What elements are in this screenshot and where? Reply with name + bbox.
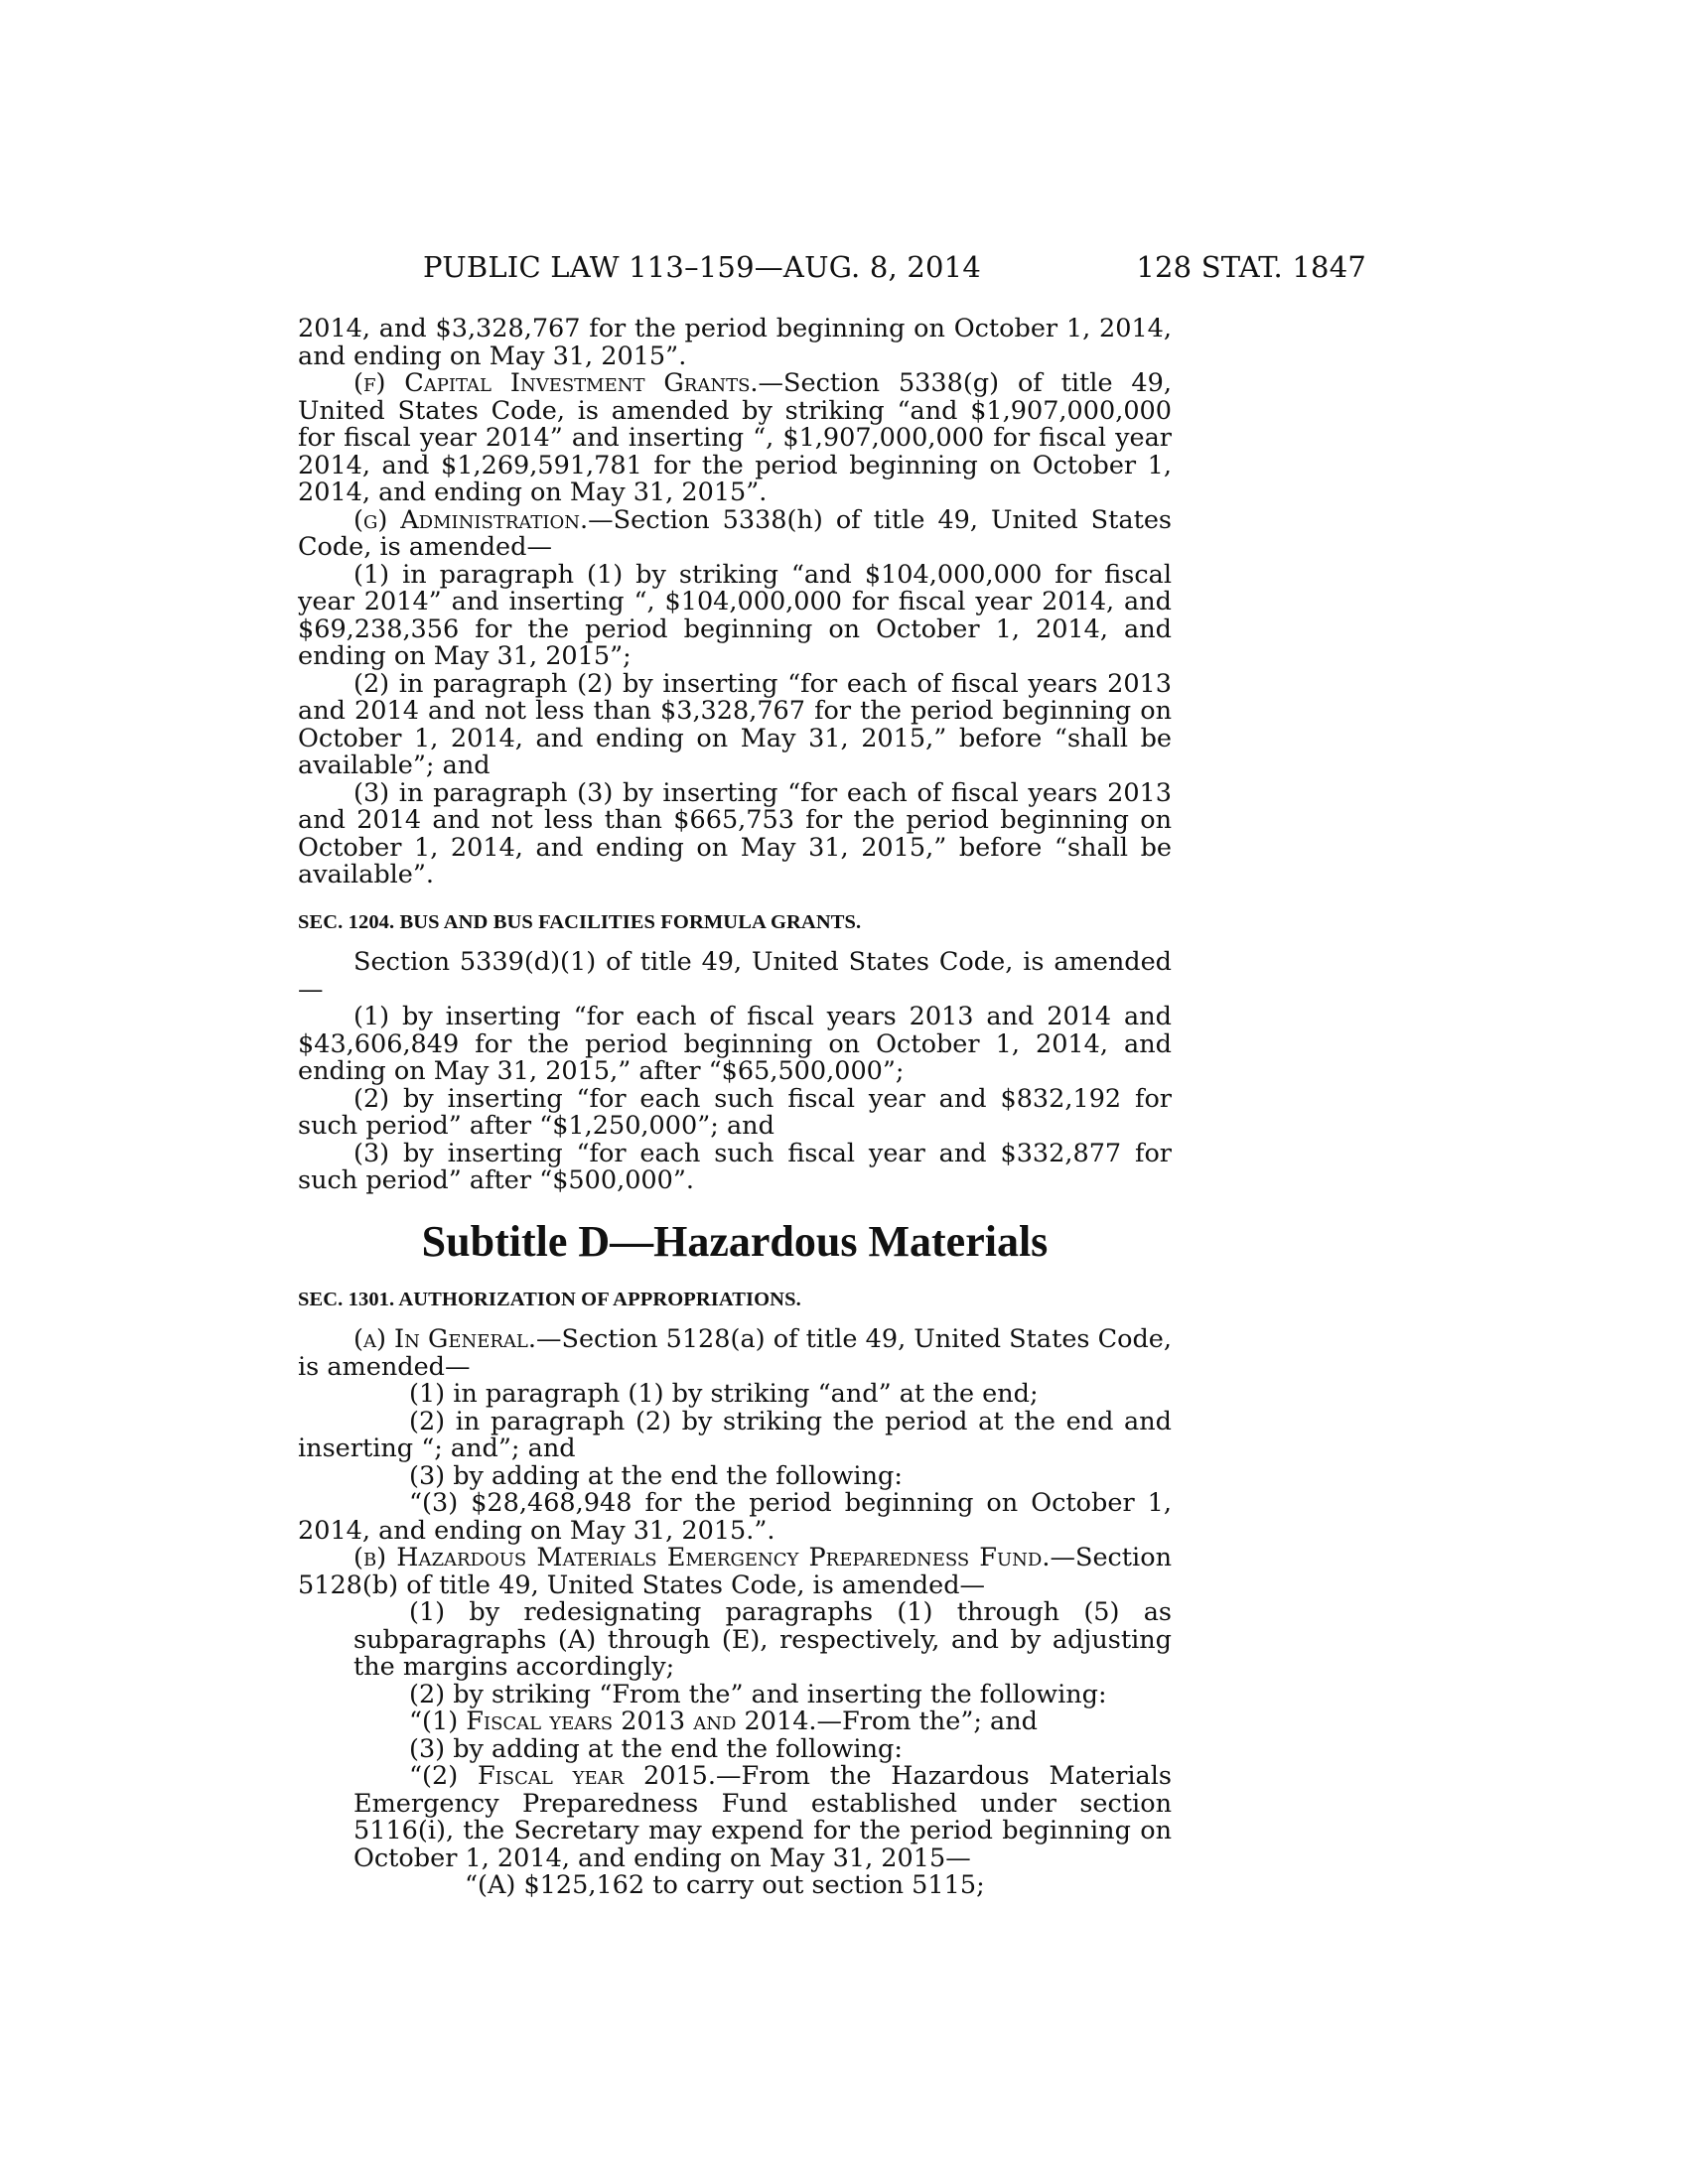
paragraph-g1: (1) in paragraph (1) by striking “and $104,000,000 for fiscal year 2014” and inserting “, $104,000,000 for fiscal year 2014, and $69,238,356 for the period beginning on October 1, 2014, and ending on May 31, 2015”;: [298, 559, 1172, 671]
section-1301-heading: SEC. 1301. AUTHORIZATION OF APPROPRIATIONS.: [298, 1288, 801, 1310]
paragraph-b2-quote: [298, 1708, 1172, 1736]
subsection-a-text: —Section 5128(a) of title 49, United States Code, is amended—: [298, 1324, 1172, 1382]
subsection-g: [298, 504, 1173, 562]
subsection-b-text: —Section 5128(b) of title 49, United States Code, is amended—: [298, 1543, 1172, 1600]
section-1204-para-3: (3) by inserting “for each such fiscal year and $332,877 for such period” after “$500,000”.: [298, 1138, 1172, 1195]
section-1204-intro: Section 5339(d)(1) of title 49, United States Code, is amended—: [298, 947, 1172, 1005]
paragraph-b2: (2) by striking “From the” and inserting the following:: [409, 1679, 1107, 1709]
paragraph-a3: (3) by adding at the end the following:: [409, 1460, 903, 1491]
continued-paragraph: 2014, and $3,328,767 for the period beginning on October 1, 2014, and ending on May 31, 2015”.: [298, 314, 1172, 371]
paragraph-b3-quote-text: —From the Hazardous Materials Emergency Preparedness Fund established under section 5116(i), the Secretary may expend for the period beginning on October 1, 2014, and ending on May 31, 2015—: [353, 1761, 1172, 1873]
paragraph-g3: (3) in paragraph (3) by inserting “for each of fiscal years 2013 and 2014 and not less than $665,753 for the period beginning on October 1, 2014, and ending on May 31, 2015,” before “shall be available”.: [298, 777, 1172, 889]
paragraph-b3-quote: [298, 1763, 1172, 1872]
subsection-f: [298, 370, 1172, 507]
subsection-f-text: —Section 5338(g) of title 49, United States Code, is amended by striking “and $1,907,000,000 for fiscal year 2014” and inserting “, $1,907,000,000 for fiscal year 2014, and $1,269,591,781 for the period beginning on October 1, 2014, and ending on May 31, 2015”.: [298, 368, 1172, 507]
paragraph-b3-quote-heading: “(2) Fiscal year 2015.: [409, 1761, 717, 1791]
paragraph-a1: (1) in paragraph (1) by striking “and” at the end;: [409, 1379, 1039, 1409]
page-body: [298, 316, 1172, 1900]
running-header: [298, 250, 1366, 290]
subsection-g-heading: (g) Administration.: [353, 504, 589, 535]
section-1204-para-2: (2) by inserting “for each such fiscal year and $832,192 for such period” after “$1,250,000”; and: [298, 1083, 1172, 1141]
paragraph-a2: (2) in paragraph (2) by striking the period at the end and inserting “; and”; and: [298, 1406, 1172, 1463]
subtitle-heading: Subtitle D—Hazardous Materials: [421, 1216, 1049, 1266]
paragraph-g2: (2) in paragraph (2) by inserting “for each of fiscal years 2013 and 2014 and not less than $3,328,767 for the period beginning on October 1, 2014, and ending on May 31, 2015,” before “shall be available”; and: [298, 668, 1172, 780]
header-citation: PUBLIC LAW 113–159—AUG. 8, 2014: [423, 250, 981, 284]
subsection-b: [298, 1545, 1172, 1599]
subsection-b-heading: (b) Hazardous Materials Emergency Preparedness Fund.: [353, 1543, 1051, 1572]
paragraph-b2-quote-text: —From the”; and: [816, 1706, 1038, 1736]
subsection-a: [298, 1326, 1172, 1381]
subsection-f-heading: (f) Capital Investment Grants.: [353, 368, 759, 398]
subsection-a-heading: (a) In General.: [353, 1324, 536, 1354]
paragraph-b3: (3) by adding at the end the following:: [409, 1733, 903, 1764]
section-1204-heading: SEC. 1204. BUS AND BUS FACILITIES FORMULA GRANTS.: [298, 910, 862, 933]
paragraph-b1: (1) by redesignating paragraphs (1) through (5) as subparagraphs (A) through (E), respectively, and by adjusting the margins accordingly;: [353, 1597, 1172, 1682]
subsection-g-text: —Section 5338(h) of title 49, United States Code, is amended—: [298, 504, 1173, 562]
paragraph-b2-quote-heading: “(1) Fiscal years 2013 and 2014.: [409, 1706, 817, 1736]
paragraph-a3-quote: “(3) $28,468,948 for the period beginning on October 1, 2014, and ending on May 31, 2015.”.: [298, 1488, 1172, 1546]
section-1204-para-1: (1) by inserting “for each of fiscal years 2013 and 2014 and $43,606,849 for the period beginning on October 1, 2014, and ending on May 31, 2015,” after “$65,500,000”;: [298, 1002, 1172, 1086]
paragraph-b3-quote-a: “(A) $125,162 to carry out section 5115;: [465, 1870, 985, 1900]
header-page-number: 128 STAT. 1847: [1136, 250, 1366, 284]
